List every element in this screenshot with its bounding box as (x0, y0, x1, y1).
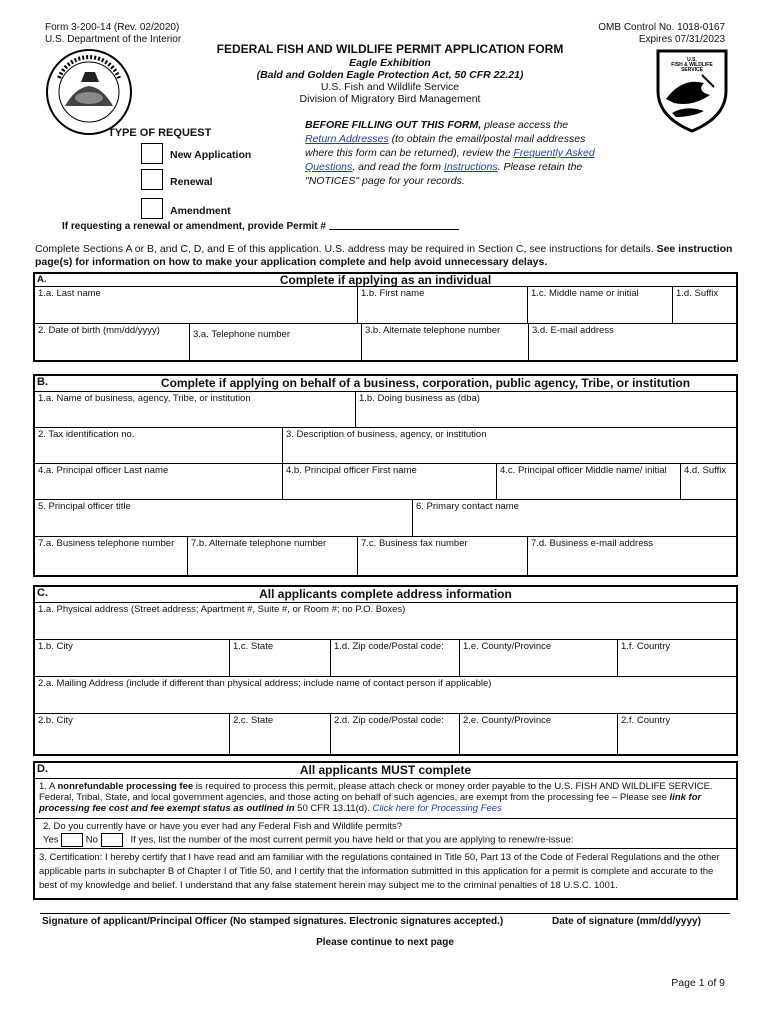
continue-note: Please continue to next page (316, 937, 454, 948)
last-name-field[interactable] (35, 287, 357, 323)
business-alt-phone-label: 7.b. Alternate telephone number (191, 538, 327, 549)
section-c-row-1 (35, 603, 736, 640)
signature-date-label: Date of signature (mm/dd/yyyy) (552, 916, 701, 927)
svg-text:FISH & WILDLIFE: FISH & WILDLIFE (671, 62, 713, 68)
middle-name-label: 1.c. Middle name or initial (531, 288, 639, 299)
before-lead: BEFORE FILLING OUT THIS FORM, (305, 119, 482, 131)
mailing-county-label: 2.e. County/Province (463, 715, 552, 726)
section-c (33, 585, 738, 756)
mailing-country-field[interactable] (617, 714, 736, 754)
email-field[interactable] (528, 324, 736, 360)
first-name-label: 1.b. First name (361, 288, 425, 299)
section-b-row-4 (35, 500, 736, 537)
state-field[interactable] (229, 640, 330, 676)
business-alt-phone-field[interactable] (187, 537, 357, 575)
section-a-row-1 (35, 287, 736, 324)
svg-text:U.S.: U.S. (687, 57, 697, 63)
section-c-row-3 (35, 677, 736, 714)
processing-fee-row (35, 779, 736, 819)
amendment-checkbox[interactable] (141, 198, 163, 219)
section-b-row-1 (35, 392, 736, 428)
dob-field[interactable] (35, 324, 189, 360)
phone-label: 3.a. Telephone number (193, 329, 291, 340)
dba-field[interactable] (355, 392, 736, 427)
no-checkbox[interactable] (101, 833, 123, 847)
agency-name: U.S. Fish and Wildlife Service (320, 81, 460, 93)
physical-address-field[interactable] (35, 603, 736, 639)
page-number: Page 1 of 9 (671, 977, 725, 989)
alt-phone-label: 3.b. Alternate telephone number (365, 325, 501, 336)
mailing-zip-field[interactable] (330, 714, 459, 754)
section-a (33, 272, 738, 362)
before-text-2: (to obtain the email/postal mail addresses where this form can be returned), review the (305, 133, 586, 159)
zip-label: 1.d. Zip code/Postal code: (334, 641, 444, 652)
department-name: U.S. Department of the Interior (45, 34, 182, 45)
city-field[interactable] (35, 640, 229, 676)
business-fax-label: 7.c. Business fax number (361, 538, 468, 549)
section-b-letter: B. (37, 376, 48, 388)
section-d-title: All applicants MUST complete (299, 763, 472, 777)
permit-number-prompt: If requesting a renewal or amendment, provide Permit # (62, 221, 326, 232)
before-text-4: . Please retain the "NOTICES" page for your records. (305, 161, 583, 187)
city-label: 1.b. City (38, 641, 73, 652)
intro-text (35, 243, 735, 269)
certification-text: 3. Certification: I hereby certify that I have read and am familiar with the regulations contained in Title 50, Part 13 of the Code of Federal Regulations and the other applicable parts in subchapter B of Chapter I of Title 50, and I certify that the information submitted in this application for a permit is complete and accurate to the best of my knowledge and belief. I understand that any false statement herein may subject me to the criminal penalties of 18 U.S.C. 1001. (39, 852, 720, 891)
po-suffix-label: 4.d. Suffix (684, 465, 727, 476)
section-c-title: All applicants complete address information (259, 587, 512, 601)
omb-control: OMB Control No. 1018-0167 (598, 22, 725, 33)
permit-history-row (35, 819, 736, 849)
primary-contact-field[interactable] (412, 500, 736, 536)
po-first-field[interactable] (282, 464, 496, 499)
section-b-row-2 (35, 428, 736, 464)
processing-fees-link[interactable]: Click here for Processing Fees (372, 803, 502, 814)
before-text-1: please access the (481, 119, 569, 131)
section-d-header (35, 763, 736, 779)
business-email-label: 7.d. Business e-mail address (531, 538, 653, 549)
country-label: 1.f. Country (621, 641, 671, 652)
section-a-title: Complete if applying as an individual (279, 273, 492, 287)
division-name: Division of Migratory Bird Management (299, 93, 481, 105)
mailing-city-field[interactable] (35, 714, 229, 754)
new-application-checkbox[interactable] (141, 143, 163, 164)
form-subtitle: Eagle Exhibition (349, 57, 431, 69)
mailing-country-label: 2.f. Country (621, 715, 671, 726)
fee-bold-2: link for processing fee cost and fee exempt status as outlined in (39, 792, 702, 814)
permit-number-row (62, 220, 459, 232)
type-of-request-title: TYPE OF REQUEST (108, 127, 212, 139)
no-label: No (85, 834, 98, 846)
section-a-header (35, 274, 736, 287)
middle-name-field[interactable] (527, 287, 672, 323)
amendment-label: Amendment (170, 205, 231, 217)
mailing-address-label: 2.a. Mailing Address (include if different than physical address; include name of contact person if applicable) (38, 678, 492, 689)
new-application-label: New Application (170, 149, 252, 161)
business-name-field[interactable] (35, 392, 355, 427)
certification-row (35, 849, 736, 899)
doi-seal-icon (45, 48, 133, 136)
usfws-shield-icon (652, 47, 732, 133)
mailing-city-label: 2.b. City (38, 715, 73, 726)
mailing-state-field[interactable] (229, 714, 330, 754)
po-title-field[interactable] (35, 500, 412, 536)
country-field[interactable] (617, 640, 736, 676)
dba-label: 1.b. Doing business as (dba) (359, 393, 480, 404)
county-field[interactable] (459, 640, 617, 676)
section-b (33, 374, 738, 577)
description-field[interactable] (282, 428, 736, 463)
faq-link[interactable]: Frequently Asked Questions (305, 147, 595, 173)
first-name-field[interactable] (357, 287, 527, 323)
permit-history-answers (43, 833, 728, 847)
section-c-row-2 (35, 640, 736, 677)
fee-text-1: 1. A (39, 781, 58, 792)
email-label: 3.d. E-mail address (532, 325, 614, 336)
signature-line[interactable] (40, 913, 730, 914)
po-middle-field[interactable] (496, 464, 680, 499)
before-filling-note (305, 118, 595, 188)
section-b-header (35, 376, 736, 392)
phone-field[interactable] (189, 324, 361, 360)
renewal-checkbox[interactable] (141, 169, 163, 190)
business-email-field[interactable] (527, 537, 736, 575)
po-title-label: 5. Principal officer title (38, 501, 131, 512)
last-name-label: 1.a. Last name (38, 288, 101, 299)
permit-followup-text: If yes, list the number of the most current permit you have held or that you are applying to renew/re-issue: (130, 834, 574, 846)
section-c-row-4 (35, 714, 736, 754)
permit-history-question: 2. Do you currently have or have you ever had any Federal Fish and Wildlife permits? (43, 821, 403, 832)
fee-bold-1: nonrefundable processing fee (57, 781, 194, 792)
primary-contact-label: 6. Primary contact name (416, 501, 519, 512)
county-label: 1.e. County/Province (463, 641, 552, 652)
section-b-title: Complete if applying on behalf of a business, corporation, public agency, Tribe, or institution (160, 376, 691, 390)
physical-address-label: 1.a. Physical address (Street address; Apartment #, Suite #, or Room #; no P.O. Boxes) (38, 604, 406, 615)
po-middle-label: 4.c. Principal officer Middle name/ initial (500, 465, 667, 476)
mailing-zip-label: 2.d. Zip code/Postal code: (334, 715, 444, 726)
act-citation: (Bald and Golden Eagle Protection Act, 50 CFR 22.21) (256, 69, 524, 81)
mailing-state-label: 2.c. State (233, 715, 274, 726)
section-c-letter: C. (37, 587, 48, 599)
title-block (150, 42, 630, 105)
return-addresses-link[interactable]: Return Addresses (305, 133, 389, 145)
fee-text-2: is required to process this permit, please attach check or money order payable to the U.S. FISH AND WILDLIFE SERVICE. Federal, Tribal, State, and local government agencies, and those acting on behalf of such agencies, are exempt from the processing fee – Please see (39, 781, 713, 803)
yes-label: Yes (43, 834, 59, 846)
section-a-letter: A. (37, 274, 47, 285)
mailing-county-field[interactable] (459, 714, 617, 754)
business-fax-field[interactable] (357, 537, 527, 575)
tax-id-label: 2. Tax identification no. (38, 429, 135, 440)
po-last-label: 4.a. Principal officer Last name (38, 465, 169, 476)
section-d (33, 761, 738, 900)
po-suffix-field[interactable] (680, 464, 736, 499)
po-first-label: 4.b. Principal officer First name (286, 465, 417, 476)
expiration: Expires 07/31/2023 (638, 34, 725, 45)
fee-cfr: 50 CFR 13.11(d). (294, 803, 373, 814)
section-b-row-3 (35, 464, 736, 500)
form-title: FEDERAL FISH AND WILDLIFE PERMIT APPLICATION FORM (216, 42, 564, 56)
instructions-link[interactable]: Instructions (443, 161, 498, 173)
po-last-field[interactable] (35, 464, 282, 499)
intro-plain: Complete Sections A or B, and C, D, and E of this application. U.S. address may be required in Section C, see instructions for details. (35, 243, 657, 255)
state-label: 1.c. State (233, 641, 274, 652)
form-number: Form 3-200-14 (Rev. 02/2020) (45, 22, 180, 33)
renewal-label: Renewal (170, 176, 213, 188)
tax-id-field[interactable] (35, 428, 282, 463)
business-name-label: 1.a. Name of business, agency, Tribe, or institution (38, 393, 251, 404)
section-b-row-5 (35, 537, 736, 575)
signature-label: Signature of applicant/Principal Officer (No stamped signatures. Electronic signatures accepted.) (42, 916, 504, 927)
suffix-field[interactable] (672, 287, 736, 323)
permit-number-field[interactable] (329, 220, 459, 230)
alt-phone-field[interactable] (361, 324, 528, 360)
dob-label: 2. Date of birth (mm/dd/yyyy) (38, 325, 160, 336)
svg-text:SERVICE: SERVICE (681, 67, 703, 73)
suffix-label: 1.d. Suffix (676, 288, 719, 299)
mailing-address-field[interactable] (35, 677, 736, 713)
business-phone-label: 7.a. Business telephone number (38, 538, 175, 549)
intro-bold: See instruction page(s) for information on how to make your application complete and help avoid unnecessary delays. (35, 243, 733, 268)
business-phone-field[interactable] (35, 537, 187, 575)
description-label: 3. Description of business, agency, or institution (286, 429, 487, 440)
before-text-3: , and read the form (352, 161, 444, 173)
zip-field[interactable] (330, 640, 459, 676)
section-a-row-2 (35, 324, 736, 360)
section-d-letter: D. (37, 763, 48, 775)
section-c-header (35, 587, 736, 603)
yes-checkbox[interactable] (61, 833, 83, 847)
